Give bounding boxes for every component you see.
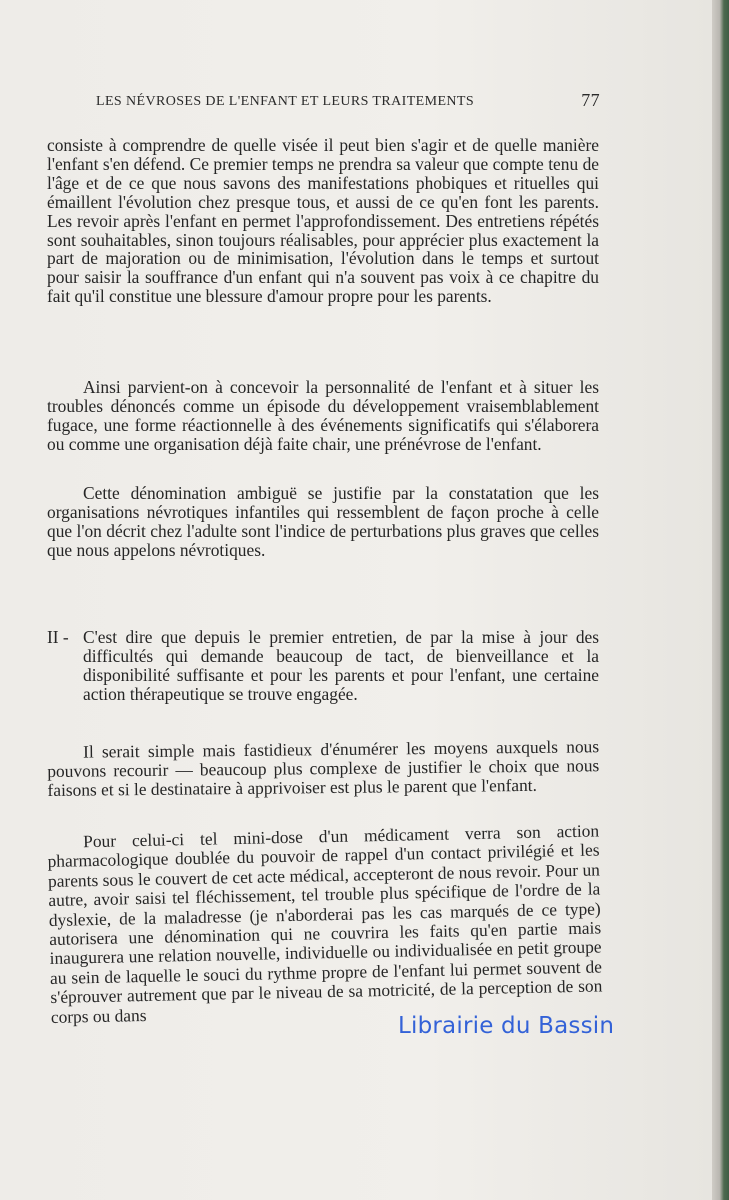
section-number: II - bbox=[47, 627, 69, 647]
paragraph-5: Il serait simple mais fastidieux d'énumérer les moyens auxquels nous pouvons recourir — beaucoup plus complexe de justifier le choix que nous faisons et si le destinataire à apprivoiser est plus le parent que l'enfant. bbox=[47, 736, 600, 800]
paragraph-2: Ainsi parvient-on à concevoir la personnalité de l'enfant et à situer les troubles dénoncés comme un épisode du développement vraisemblablement fugace, une forme réactionnelle à des événements significatifs qui s'élaborera ou comme une organisation déjà faite chair, une prénévrose de l'enfant. bbox=[47, 377, 599, 454]
book-spine-edge bbox=[712, 0, 729, 1200]
paragraph-3: Cette dénomination ambiguë se justifie par la constatation que les organisations névrotiques infantiles qui ressemblent de façon proche à celle que l'on décrit chez l'adulte sont l'indice de perturbations plus graves que celles que nous appelons névrotiques. bbox=[47, 483, 599, 560]
running-title: LES NÉVROSES DE L'ENFANT ET LEURS TRAITEMENTS bbox=[96, 94, 475, 109]
section-ii bbox=[47, 628, 599, 704]
page-number: 77 bbox=[581, 90, 600, 110]
watermark: Librairie du Bassin bbox=[398, 1013, 615, 1039]
paragraph-1: consiste à comprendre de quelle visée il peut bien s'agir et de quelle manière l'enfant s'en défend. Ce premier temps ne prendra sa valeur que compte tenu de l'âge et de ce que nous savons des manifestations phobiques et rituelles qui émaillent l'évolution chez presque tous, et aussi de ce qu'en font les parents. Les revoir après l'enfant en permet l'approfondissement. Des entretiens répétés sont souhaitables, sinon toujours réalisables, pour apprécier plus exactement la part de majoration ou de minimisation, l'évolution dans le temps et surtout pour saisir la souffrance d'un enfant qui n'a souvent pas voix à ce chapitre du fait qu'il constitue une blessure d'amour propre pour les parents. bbox=[47, 135, 599, 307]
section-text: C'est dire que depuis le premier entretien, de par la mise à jour des difficultés qui demande beaucoup de tact, de bienveillance et la disponibilité suffisante et pour les parents et pour l'enfant, une certaine action thérapeutique se trouve engagée. bbox=[83, 627, 599, 704]
paragraph-6: Pour celui-ci tel mini-dose d'un médicament verra son action pharmacologique doublée du pouvoir de rappel d'un contact privilégié et les parents sous le couvert de cet acte médical, accepteront de nous revoir. Pour un autre, avoir saisi tel fléchissement, tel trouble plus spécifique de l'ordre de la dyslexie, de la maladresse (je n'aborderai pas les cas marqués de ce type) autorisera une dénomination qui ne couvrira les faits qu'en partie mais inaugurera une relation nouvelle, individuelle ou individualisée en petit groupe au sein de laquelle le souci du rythme propre de l'enfant lui permet souvent de s'éprouver autrement que par le niveau de sa motricité, de la perception de son corps ou dans bbox=[47, 820, 603, 1027]
